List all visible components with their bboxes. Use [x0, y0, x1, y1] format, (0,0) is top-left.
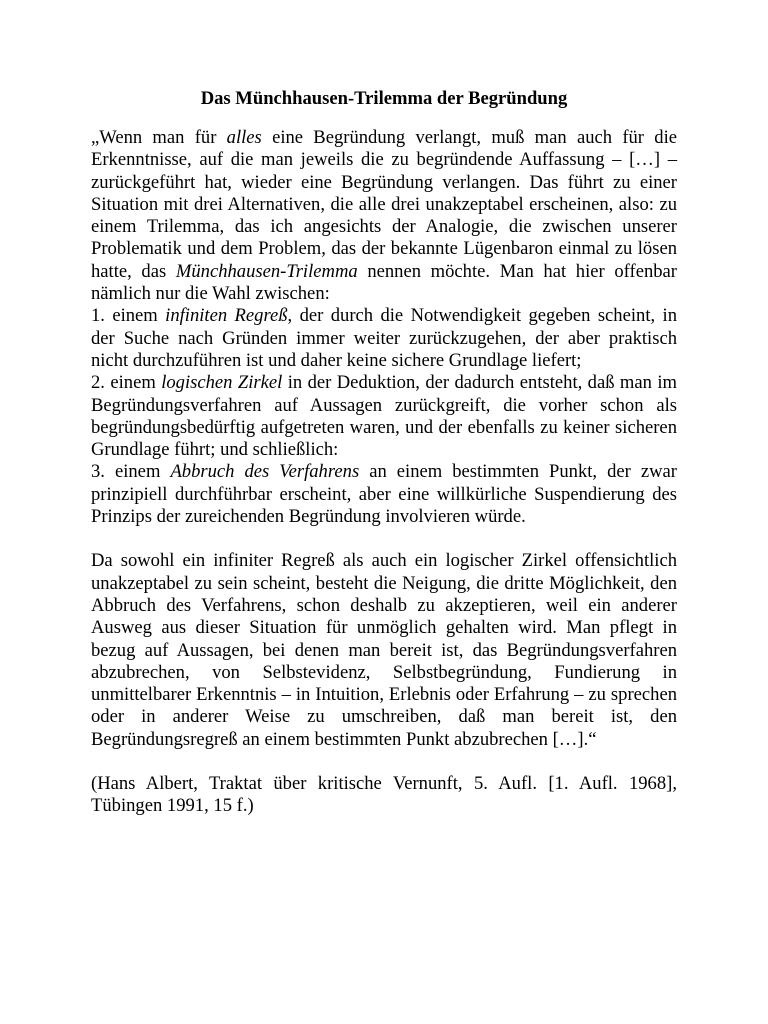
alternative-number: 3. einem	[91, 461, 171, 483]
alternative-text: in der Deduktion, der dadurch entsteht, daß man im Begründungsverfahren auf Aussagen zurückgreift, die vorher schon als begründungsbedürftig aufgetreten waren, und der ebenfalls zu keiner sicheren Grundlage führt; und schließlich:	[91, 372, 677, 461]
alternative-term: infiniten Regreß	[165, 305, 288, 327]
intro-emphasis: Münchhausen-Trilemma	[175, 260, 358, 282]
intro-emphasis: alles	[226, 127, 262, 148]
intro-text: eine Begründung verlangt, muß man auch für die Erkenntnisse, auf die man jeweils die zu begründende Auffassung – […] – zurückgeführt hat, wieder eine Begründung verlangen. Das führt zu einer Situation mit drei Alternativen, die alle drei unakzeptabel erscheinen, also: zu einem Trilemma, das ich angesichts der Analogie, die zwischen unserer Problematik und dem Problem, das der bekannte Lügenbaron einmal zu lösen hatte, das	[91, 127, 677, 282]
quote-block	[91, 127, 677, 751]
document-page	[91, 88, 677, 818]
second-paragraph: Da sowohl ein infiniter Regreß als auch ein logischer Zirkel offensichtlich unakzeptabel zu sein scheint, besteht die Neigung, die dritte Möglichkeit, den Abbruch des Verfahrens, schon deshalb zu akzeptieren, weil ein anderer Ausweg aus dieser Situation für unmöglich gehalten wird. Man pflegt in bezug auf Aussagen, bei denen man bereit ist, das Begründungsverfahren abzubrechen, von Selbstevidenz, Selbstbegründung, Fundierung in unmittelbarer Erkenntnis – in Intuition, Erlebnis oder Erfahrung – zu sprechen oder in anderer Weise zu umschreiben, daß man bereit ist, den Begründungsregreß an einem bestimmten Punkt abzubrechen […].“	[91, 550, 677, 750]
alternative-number: 2. einem	[91, 372, 162, 394]
alternative-item	[91, 305, 677, 372]
alternative-term: logischen Zirkel	[161, 372, 283, 394]
alternative-term: Abbruch des Verfahrens	[170, 461, 360, 483]
document-title: Das Münchhausen-Trilemma der Begründung	[200, 88, 568, 109]
alternative-item	[91, 461, 677, 528]
intro-text: „Wenn man für	[91, 127, 227, 148]
paragraph-gap	[91, 751, 677, 773]
alternative-text: , der durch die Notwendigkeit gegeben scheint, in der Suche nach Gründen immer weiter zurückzugehen, der aber praktisch nicht durchzuführen ist und daher keine sichere Grundlage liefert;	[91, 305, 677, 371]
alternative-text: an einem bestimmten Punkt, der zwar prinzipiell durchführbar erscheint, aber eine willkürliche Suspendierung des Prinzips der zureichenden Begründung involvieren würde.	[91, 461, 677, 528]
alternative-item	[91, 372, 677, 461]
intro-paragraph	[91, 127, 677, 305]
intro-text: nennen möchte. Man hat hier offenbar nämlich nur die Wahl zwischen:	[91, 260, 677, 305]
alternative-number: 1. einem	[91, 305, 166, 327]
citation: (Hans Albert, Traktat über kritische Vernunft, 5. Aufl. [1. Aufl. 1968], Tübingen 1991, 15 f.)	[91, 773, 677, 817]
paragraph-gap	[91, 528, 677, 550]
